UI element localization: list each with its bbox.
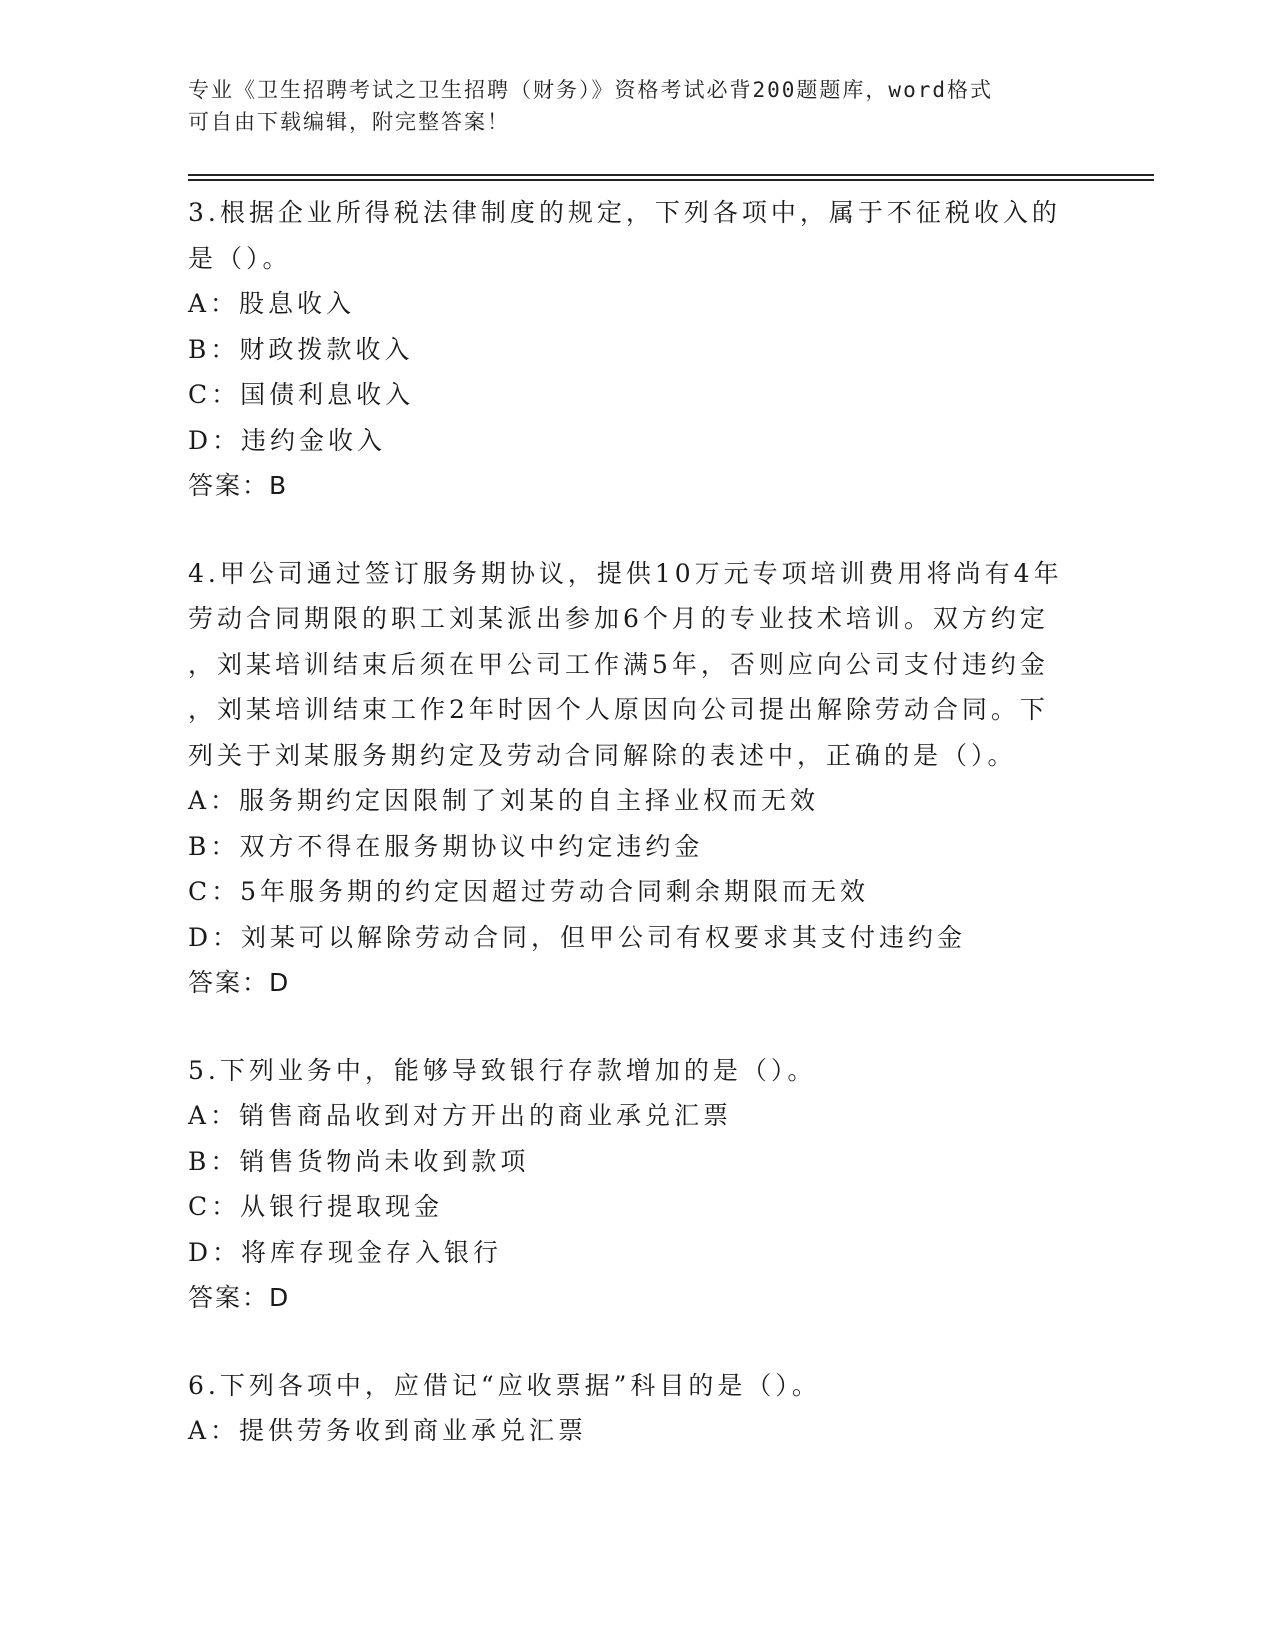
question-text: ，刘某培训结束后须在甲公司工作满5年，否则应向公司支付违约金 bbox=[188, 649, 1049, 679]
option-c: C：从银行提取现金 bbox=[188, 1192, 444, 1221]
header-line: 专业《卫生招聘考试之卫生招聘（财务）》资格考试必背200题题库，word格式 bbox=[188, 78, 993, 102]
question-list bbox=[188, 190, 1068, 1496]
header-divider bbox=[188, 179, 1154, 181]
question-text: 4.甲公司通过签订服务期协议，提供10万元专项培训费用将尚有4年 bbox=[188, 558, 1063, 588]
option-a: A：服务期约定因限制了刘某的自主择业权而无效 bbox=[188, 786, 820, 815]
option-c: C：5年服务期的约定因超过劳动合同剩余期限而无效 bbox=[188, 877, 870, 906]
question-4 bbox=[188, 551, 1068, 1006]
question-text: 是（）。 bbox=[188, 243, 292, 273]
option-d: D：刘某可以解除劳动合同，但甲公司有权要求其支付违约金 bbox=[188, 922, 967, 952]
question-text: 列关于刘某服务期约定及劳动合同解除的表述中，正确的是（）。 bbox=[188, 740, 1017, 770]
option-d: D：违约金收入 bbox=[188, 425, 387, 455]
option-a: A：销售商品收到对方开出的商业承兑汇票 bbox=[188, 1101, 733, 1130]
option-c: C：国债利息收入 bbox=[188, 380, 415, 409]
header-line: 可自由下载编辑，附完整答案！ bbox=[188, 110, 510, 134]
answer: 答案：D bbox=[188, 968, 291, 997]
answer: 答案：B bbox=[188, 471, 289, 500]
option-a: A：提供劳务收到商业承兑汇票 bbox=[188, 1416, 588, 1445]
option-b: B：双方不得在服务期协议中约定违约金 bbox=[188, 831, 704, 861]
option-a: A：股息收入 bbox=[188, 289, 356, 318]
question-text: 5.下列业务中，能够导致银行存款增加的是（）。 bbox=[188, 1055, 817, 1085]
option-b: B：财政拨款收入 bbox=[188, 334, 414, 364]
option-d: D：将库存现金存入银行 bbox=[188, 1237, 503, 1267]
question-text: ，刘某培训结束工作2年时因个人原因向公司提出解除劳动合同。下 bbox=[188, 695, 1049, 724]
question-text: 劳动合同期限的职工刘某派出参加6个月的专业技术培训。双方约定 bbox=[188, 604, 1049, 633]
question-6 bbox=[188, 1363, 1068, 1454]
question-3 bbox=[188, 190, 1068, 509]
question-text: 6.下列各项中，应借记“应收票据”科目的是（）。 bbox=[188, 1370, 821, 1400]
header-divider bbox=[188, 174, 1154, 176]
question-text: 3.根据企业所得税法律制度的规定，下列各项中，属于不征税收入的 bbox=[188, 198, 1061, 227]
document-header bbox=[188, 74, 1068, 138]
answer: 答案：D bbox=[188, 1283, 291, 1312]
option-b: B：销售货物尚未收到款项 bbox=[188, 1146, 530, 1176]
question-5 bbox=[188, 1048, 1068, 1321]
